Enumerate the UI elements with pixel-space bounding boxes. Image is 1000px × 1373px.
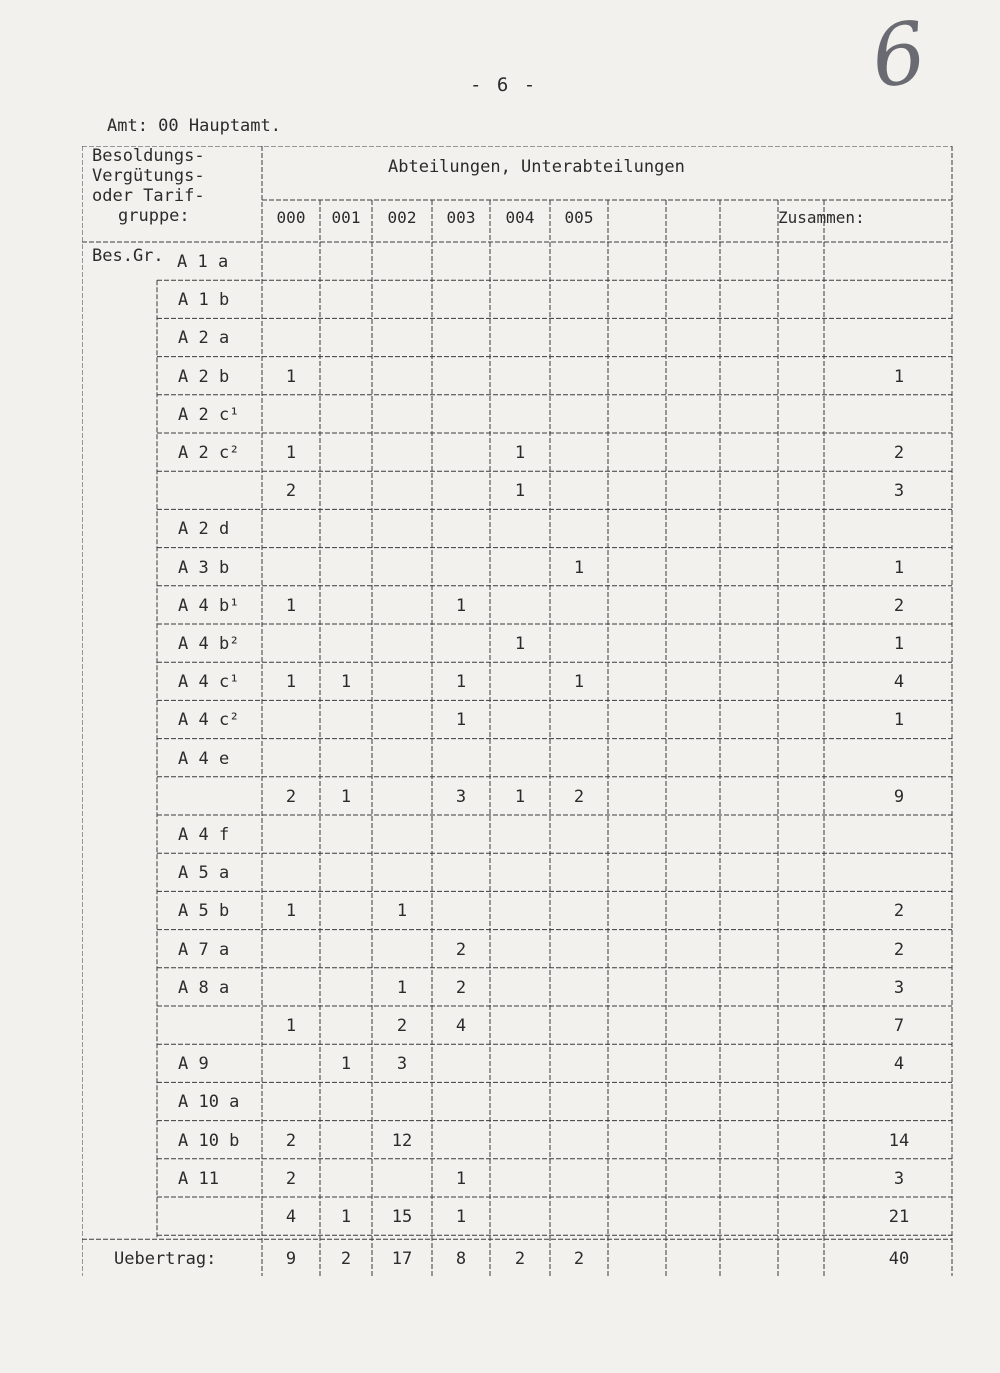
abteilungen-title: Abteilungen, Unterabteilungen: [388, 157, 685, 177]
column-header-004: 004: [505, 208, 535, 227]
table-cell: 3: [455, 786, 467, 807]
table-cell: 1: [340, 672, 352, 693]
group-label-line-4: gruppe:: [118, 206, 190, 226]
table-cell: 1: [396, 977, 408, 998]
column-header-003: 003: [446, 208, 476, 227]
table-cell: 4: [285, 1207, 297, 1227]
group-label-line-1: Besoldungs-: [92, 146, 205, 166]
row-label: A 4 c²: [178, 710, 240, 731]
table-cell: 1: [455, 1207, 467, 1227]
column-header-001: 001: [331, 208, 361, 227]
row-total: 2: [893, 901, 905, 922]
table-cell: 1: [285, 1016, 297, 1036]
row-label: A 10 b: [178, 1130, 240, 1151]
column-header-zusammen: Zusammen:: [778, 208, 865, 227]
row-total: 2: [893, 939, 905, 960]
table-cell: 2: [396, 1016, 408, 1036]
table-cell: 1: [285, 595, 297, 616]
table-cell: 1: [514, 634, 526, 654]
table-cell: 1: [573, 672, 585, 693]
table-cell: 1: [514, 786, 526, 807]
row-label: A 8 a: [178, 977, 230, 998]
table-cell: 1: [340, 1207, 352, 1227]
table-cell: 1: [514, 481, 526, 502]
uebertrag-cell: 2: [340, 1249, 352, 1270]
row-label: A 2 d: [178, 519, 230, 540]
table-cell: 1: [396, 901, 408, 922]
group-label-line-3: oder Tarif-: [92, 186, 205, 206]
uebertrag-total: 40: [888, 1249, 910, 1270]
staff-table: [82, 146, 962, 1276]
row-total: 1: [893, 634, 905, 654]
row-total: 3: [893, 481, 905, 502]
column-header-005: 005: [564, 208, 594, 227]
row-total: 3: [893, 977, 905, 998]
uebertrag-cell: 17: [391, 1249, 413, 1270]
table-cell: 2: [573, 786, 585, 807]
uebertrag-cell: 9: [285, 1249, 297, 1270]
table-cell: 2: [285, 1130, 297, 1151]
table-cell: 1: [455, 672, 467, 693]
page-number: - 6 -: [470, 74, 538, 96]
table-cell: 1: [455, 1168, 467, 1189]
row-label: A 4 c¹: [178, 672, 240, 693]
row-label: A 7 a: [178, 939, 230, 960]
table-cell: 3: [396, 1054, 408, 1075]
table-cell: 1: [455, 595, 467, 616]
table-cell: 1: [340, 1054, 352, 1075]
table-cell: 2: [285, 786, 297, 807]
row-label: A 2 b: [178, 366, 230, 387]
uebertrag-cell: 2: [514, 1249, 526, 1270]
row-label: A 11: [178, 1168, 219, 1189]
table-cell: 15: [391, 1207, 413, 1227]
row-total: 1: [893, 366, 905, 387]
row-total: 21: [888, 1207, 910, 1227]
table-cell: 1: [285, 672, 297, 693]
row-label: A 4 b¹: [178, 595, 240, 616]
row-label: A 2 c¹: [178, 404, 240, 425]
table-cell: 1: [285, 443, 297, 463]
row-label: A 9: [178, 1054, 209, 1075]
column-header-002: 002: [387, 208, 417, 227]
table-cell: 1: [573, 557, 585, 578]
amt-heading: Amt: 00 Hauptamt.: [107, 116, 281, 136]
row-label: A 5 b: [178, 901, 230, 922]
row-label: A 2 c²: [178, 443, 240, 463]
uebertrag-label: Uebertrag:: [114, 1249, 217, 1270]
row-label: A 3 b: [178, 557, 230, 578]
row-total: 2: [893, 443, 905, 463]
row-total: 9: [893, 786, 905, 807]
bes-gr-label: Bes.Gr.: [92, 246, 164, 266]
table-cell: 1: [285, 366, 297, 387]
row-label: A 1 a: [177, 252, 229, 272]
handwritten-page-mark: 6: [865, 2, 933, 108]
row-total: 1: [893, 557, 905, 578]
row-label: A 4 e: [178, 748, 230, 769]
column-header-000: 000: [276, 208, 306, 227]
row-total: 1: [893, 710, 905, 731]
row-total: 2: [893, 595, 905, 616]
group-label-line-2: Vergütungs-: [92, 166, 205, 186]
table-cell: 1: [340, 786, 352, 807]
uebertrag-cell: 2: [573, 1249, 585, 1270]
row-total: 14: [888, 1130, 910, 1151]
table-cell: 1: [455, 710, 467, 731]
row-total: 4: [893, 672, 905, 693]
table-cell: 12: [391, 1130, 413, 1151]
table-cell: 1: [514, 443, 526, 463]
table-cell: 2: [285, 1168, 297, 1189]
row-label: A 5 a: [178, 863, 230, 884]
row-label: A 4 b²: [178, 634, 240, 654]
row-label: A 2 a: [178, 328, 230, 349]
uebertrag-cell: 8: [455, 1249, 467, 1270]
row-label: A 4 f: [178, 825, 230, 845]
table-cell: 2: [285, 481, 297, 502]
row-total: 7: [893, 1016, 905, 1036]
table-cell: 4: [455, 1016, 467, 1036]
row-label: A 10 a: [178, 1092, 240, 1113]
table-cell: 2: [455, 977, 467, 998]
table-cell: 2: [455, 939, 467, 960]
row-label: A 1 b: [178, 290, 230, 311]
row-total: 4: [893, 1054, 905, 1075]
row-total: 3: [893, 1168, 905, 1189]
table-cell: 1: [285, 901, 297, 922]
